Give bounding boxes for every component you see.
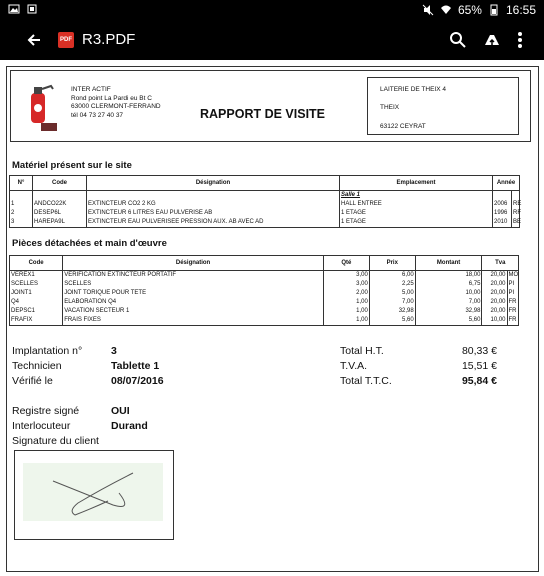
- cell-no: 2: [10, 209, 33, 218]
- col-header-code: Code: [10, 256, 63, 271]
- cell-qte: 3,00: [323, 280, 369, 289]
- status-bar: [0, 0, 544, 20]
- cell-prix: 5,00: [369, 289, 415, 298]
- table-row: [10, 298, 519, 307]
- cell-prix: 7,00: [369, 298, 415, 307]
- col-header-qte: Qté: [323, 256, 369, 271]
- table-header-row: [10, 256, 519, 271]
- col-header-montant: Montant: [415, 256, 482, 271]
- cell-code: DEPSC1: [10, 307, 63, 316]
- implantation-value: 3: [111, 345, 117, 357]
- col-header-tva: Tva: [482, 256, 519, 271]
- cell-type: FR: [508, 308, 517, 314]
- signature-drawing: [23, 463, 163, 521]
- wifi-icon: [440, 4, 452, 16]
- cell-designation: FRAIS FIXES: [63, 316, 324, 326]
- app-bar: [0, 20, 544, 60]
- cell-qte: 1,00: [323, 298, 369, 307]
- implantation-label: Implantation n°: [12, 345, 83, 357]
- cell-emplacement: 1 ETAGE: [340, 218, 493, 228]
- cell-code: SCELLES: [10, 280, 63, 289]
- battery-icon: [488, 4, 500, 16]
- pdf-file-icon: PDF: [58, 32, 74, 48]
- col-header-prix: Prix: [369, 256, 415, 271]
- cell-type: PI: [507, 280, 519, 289]
- cell-qte: 1,00: [323, 316, 369, 326]
- cell-code: JOINT1: [10, 289, 63, 298]
- cell-annee: 2010: [493, 218, 512, 228]
- table-row: [10, 307, 519, 316]
- verifie-label: Vérifié le: [12, 375, 53, 387]
- table-row: [10, 271, 519, 281]
- tva-label: T.V.A.: [340, 360, 368, 372]
- company-phone: tél 04 73 27 40 37: [71, 111, 124, 119]
- cell-montant: 7,00: [415, 298, 482, 307]
- document-title: R3.PDF: [82, 31, 136, 48]
- col-header-code: Code: [33, 176, 87, 191]
- cell-montant: 18,00: [415, 271, 482, 281]
- cell-emplacement: HALL ENTREE: [340, 200, 493, 209]
- client-city: THEIX: [380, 104, 400, 111]
- drive-upload-icon[interactable]: [482, 30, 502, 50]
- cell-designation: SCELLES: [63, 280, 324, 289]
- table-group-row: [10, 191, 520, 201]
- interlocuteur-label: Interlocuteur: [12, 420, 71, 432]
- cell-designation: JOINT TORIQUE POUR TETE: [63, 289, 324, 298]
- company-street: Rond point La Pardi eu Bt C: [71, 94, 152, 102]
- cell-designation: ELABORATION Q4: [63, 298, 324, 307]
- total-ht-label: Total H.T.: [340, 345, 384, 357]
- col-header-no: N°: [10, 176, 33, 191]
- mute-icon: [422, 4, 434, 16]
- cell-designation: VACATION SECTEUR 1: [63, 307, 324, 316]
- cell-montant: 5,60: [415, 316, 482, 326]
- cell-tva: 20,00: [482, 307, 507, 316]
- report-title: RAPPORT DE VISITE: [200, 107, 326, 121]
- cell-code: Q4: [10, 298, 63, 307]
- company-name: INTER ACTIF: [71, 86, 111, 93]
- cell-no: 1: [10, 200, 33, 209]
- search-icon[interactable]: [448, 30, 468, 50]
- cell-montant: 10,00: [415, 289, 482, 298]
- gallery-notification-icon: [8, 3, 20, 15]
- company-address: [71, 86, 161, 120]
- cell-designation: EXTINCTEUR CO2 2 KG: [87, 200, 340, 209]
- report-header: [10, 70, 531, 142]
- signature-area: [23, 463, 163, 521]
- col-header-designation: Désignation: [63, 256, 324, 271]
- registre-label: Registre signé: [12, 405, 80, 417]
- cell-prix: 2,25: [369, 280, 415, 289]
- cell-type: FR: [507, 316, 519, 326]
- total-ttc-label: Total T.T.C.: [340, 375, 392, 387]
- table-row: [10, 200, 520, 209]
- cell-type: FR: [508, 299, 517, 305]
- client-postal: 63122 CEYRAT: [380, 123, 426, 130]
- col-header-designation: Désignation: [87, 176, 340, 191]
- pieces-table: [9, 255, 519, 326]
- battery-level: 65%: [457, 3, 482, 17]
- cell-emplacement: 1 ETAGE: [340, 209, 493, 218]
- table-row: [10, 280, 519, 289]
- table-row: [10, 209, 520, 218]
- cell-code: VEREX1: [10, 271, 63, 281]
- col-header-annee: Année: [493, 176, 520, 191]
- cell-status: BE: [512, 218, 520, 228]
- company-city: 63000 CLERMONT-FERRAND: [71, 103, 161, 110]
- total-ht-value: 80,33 €: [461, 345, 497, 357]
- table-row: [10, 289, 519, 298]
- cell-montant: 6,75: [415, 280, 482, 289]
- pdf-page: [0, 60, 544, 576]
- technicien-label: Technicien: [12, 360, 62, 372]
- cell-type: MO: [508, 272, 519, 278]
- materiel-table: [9, 175, 520, 228]
- more-options-icon[interactable]: [510, 30, 530, 50]
- cell-type: PI: [507, 289, 519, 298]
- signature-box: [14, 450, 174, 540]
- cell-tva: 20,00: [482, 289, 507, 298]
- section-materiel-title: Matériel présent sur le site: [12, 160, 132, 171]
- cell-qte: 3,00: [323, 271, 369, 281]
- back-arrow-icon[interactable]: [24, 30, 44, 50]
- cell-no: 3: [10, 218, 33, 228]
- cell-prix: 6,00: [369, 271, 415, 281]
- cell-qte: 2,00: [323, 289, 369, 298]
- verifie-value: 08/07/2016: [111, 375, 164, 387]
- tva-value: 15,51 €: [461, 360, 497, 372]
- registre-value: OUI: [111, 405, 130, 417]
- cell-qte: 1,00: [323, 307, 369, 316]
- cell-designation: EXTINCTEUR 6 LITRES EAU PULVERISE AB: [87, 209, 340, 218]
- cell-montant: 32,98: [415, 307, 482, 316]
- technicien-value: Tablette 1: [111, 360, 160, 372]
- client-address-box: [367, 77, 519, 135]
- cell-tva: 20,00: [482, 271, 507, 281]
- cell-status: RE: [513, 201, 522, 207]
- table-row: [10, 218, 520, 228]
- cell-annee: 2006: [493, 200, 512, 209]
- table-header-row: [10, 176, 520, 191]
- cell-status: RF: [513, 210, 521, 216]
- cell-tva: 20,00: [482, 298, 507, 307]
- table-row: [10, 316, 519, 326]
- cell-code: FRAFIX: [10, 316, 63, 326]
- cell-code: DESEP6L: [33, 209, 87, 218]
- cell-code: HAREPA9L: [33, 218, 87, 228]
- cell-tva: 20,00: [482, 280, 507, 289]
- group-label: Salle 1: [340, 191, 493, 201]
- cell-tva: 10,00: [482, 316, 507, 326]
- interlocuteur-value: Durand: [111, 420, 148, 432]
- cell-designation: EXTINCTEUR EAU PULVERISEE PRESSION AUX. AB AVEC AD: [87, 218, 340, 228]
- fire-extinguisher-logo-icon: [23, 83, 59, 133]
- client-name: LAITERIE DE THEIX 4: [380, 86, 446, 93]
- signature-label: Signature du client: [12, 435, 99, 447]
- section-pieces-title: Pièces détachées et main d'œuvre: [12, 238, 167, 249]
- clock: 16:55: [505, 3, 536, 17]
- cell-prix: 5,60: [369, 316, 415, 326]
- total-ttc-value: 95,84 €: [461, 375, 497, 387]
- cell-designation: VERIFICATION EXTINCTEUR PORTATIF: [63, 271, 324, 281]
- cell-annee: 1996: [493, 209, 512, 218]
- screenshot-notification-icon: [26, 3, 38, 15]
- cell-prix: 32,98: [369, 307, 415, 316]
- col-header-emplacement: Emplacement: [340, 176, 493, 191]
- cell-code: ANDCO22K: [33, 200, 87, 209]
